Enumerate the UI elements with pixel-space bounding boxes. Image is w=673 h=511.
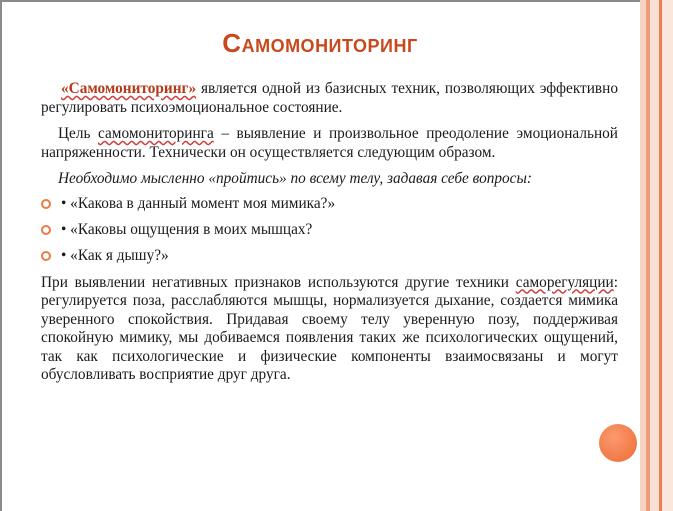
paragraph-goal bbox=[41, 125, 618, 162]
paragraph-instruction: Необходимо мысленно «пройтись» по всему телу, задавая себе вопросы: bbox=[58, 170, 532, 187]
list-item-text: • «Каковы ощущения в моих мышцах? bbox=[61, 220, 313, 238]
paragraph-text: : регулируется поза, расслабляются мышцы, нормализуется дыхание, создается мимика уверенного спокойствия. Придавая своему телу уверенную позу, поддерживая спокойную мимику, мы добиваемся появления таких же психологических ощущений, так как психологические и физические компоненты взаимосвязаны и могут обусловливать восприятие друг друга. bbox=[41, 273, 618, 383]
decor-stripe bbox=[662, 0, 673, 511]
decor-stripe bbox=[650, 0, 659, 511]
orange-circle-decoration bbox=[599, 424, 637, 462]
hollow-circle-bullet-icon bbox=[41, 251, 51, 261]
paragraph-techniques bbox=[41, 274, 618, 385]
slide-body bbox=[41, 80, 618, 385]
hollow-circle-bullet-icon bbox=[41, 225, 51, 235]
list-item-text: • «Как я дышу?» bbox=[61, 246, 169, 264]
list-item bbox=[41, 221, 618, 247]
slide-border-left bbox=[0, 0, 2, 511]
hollow-circle-bullet-icon bbox=[41, 199, 51, 209]
list-item bbox=[41, 247, 618, 273]
questions-list bbox=[41, 195, 618, 273]
paragraph-text: – выявление и произвольное преодоление эмоциональной напряженности. Технически он осуществляется следующим образом. bbox=[41, 125, 618, 161]
paragraph-intro bbox=[41, 80, 618, 117]
paragraph-text: является одной из базисных техник, позволяющих эффективно регулировать психоэмоциональное состояние. bbox=[41, 80, 618, 116]
paragraph-text: Цель bbox=[58, 125, 99, 142]
paragraph-text: При выявлении негативных признаков используются другие техники bbox=[41, 273, 516, 291]
term-underlined: самомониторинга bbox=[98, 125, 214, 142]
slide-title: Самомониторинг bbox=[222, 28, 418, 58]
slide-border-top bbox=[0, 0, 673, 2]
term-highlight: «Самомониторинг» bbox=[61, 80, 197, 97]
list-item-text: • «Какова в данный момент моя мимика?» bbox=[61, 194, 336, 212]
term-underlined: саморегуляции bbox=[515, 273, 614, 291]
list-item bbox=[41, 195, 618, 221]
